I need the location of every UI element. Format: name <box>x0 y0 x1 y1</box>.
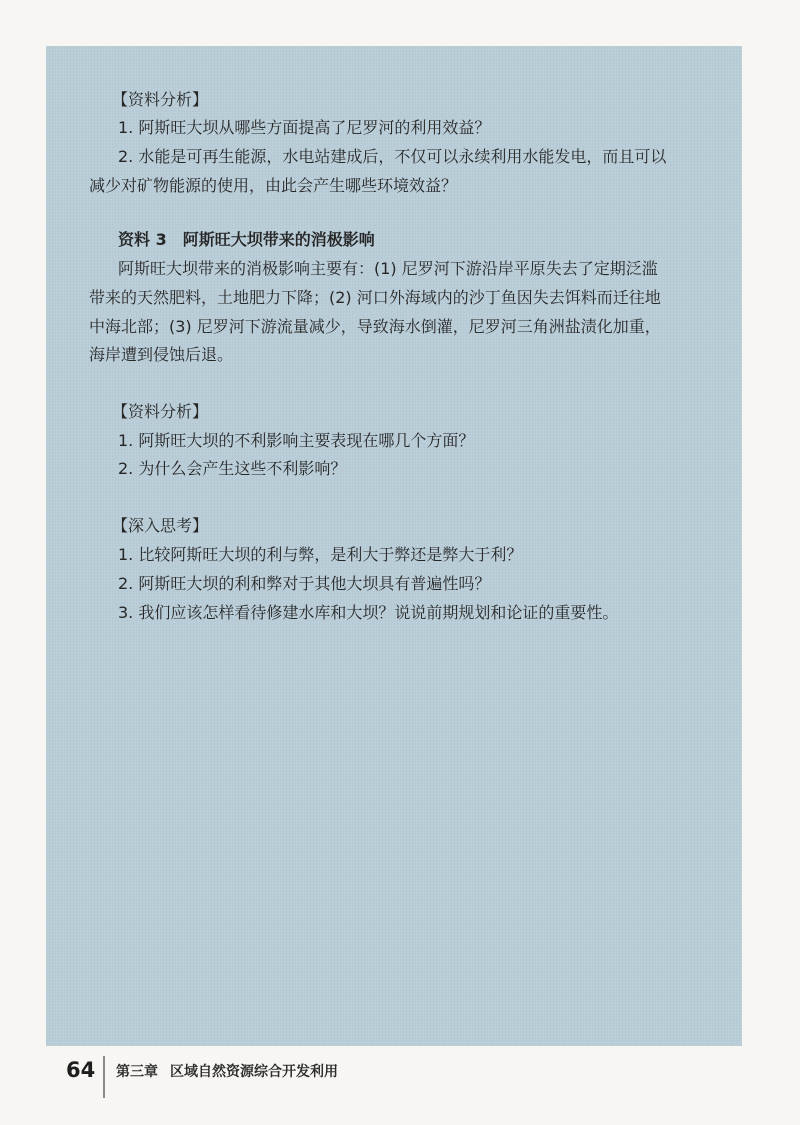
material-3-line-4: 海岸遭到侵蚀后退。 <box>89 345 234 364</box>
chapter-number: 第三章 <box>116 1064 158 1080</box>
analysis-2-question-1: 1. 阿斯旺大坝的不利影响主要表现在哪几个方面？ <box>118 431 475 450</box>
material-3-line-3: 中海北部；(3) 尼罗河下游流量减少，导致海水倒灌，尼罗河三角洲盐渍化加重， <box>89 317 661 336</box>
thinking-question-2: 2. 阿斯旺大坝的利和弊对于其他大坝具有普遍性吗？ <box>118 574 491 593</box>
footer-divider <box>103 1056 105 1098</box>
analysis-label-1: 【资料分析】 <box>112 90 209 109</box>
thinking-label: 【深入思考】 <box>112 516 209 535</box>
analysis-1-question-1: 1. 阿斯旺大坝从哪些方面提高了尼罗河的利用效益？ <box>118 118 491 137</box>
material-3-line-1: 阿斯旺大坝带来的消极影响主要有：(1) 尼罗河下游沿岸平原失去了定期泛滥 <box>118 259 658 278</box>
analysis-1-question-2-line-2: 减少对矿物能源的使用，由此会产生哪些环境效益？ <box>89 176 458 195</box>
analysis-1-question-2-line-1: 2. 水能是可再生能源，水电站建成后，不仅可以永续利用水能发电，而且可以 <box>118 147 667 166</box>
analysis-label-2: 【资料分析】 <box>112 402 209 421</box>
material-3-line-2: 带来的天然肥料，土地肥力下降；(2) 河口外海域内的沙丁鱼因失去饵料而迁往地 <box>89 288 661 307</box>
page-number: 64 <box>66 1058 96 1082</box>
thinking-question-1: 1. 比较阿斯旺大坝的利与弊，是利大于弊还是弊大于利？ <box>118 545 523 564</box>
material-3-title: 资料 3 阿斯旺大坝带来的消极影响 <box>118 230 375 249</box>
thinking-question-3: 3. 我们应该怎样看待修建水库和大坝？说说前期规划和论证的重要性。 <box>118 603 619 622</box>
running-footer <box>116 1061 338 1081</box>
chapter-title: 区域自然资源综合开发利用 <box>170 1064 338 1080</box>
analysis-2-question-2: 2. 为什么会产生这些不利影响？ <box>118 459 347 478</box>
